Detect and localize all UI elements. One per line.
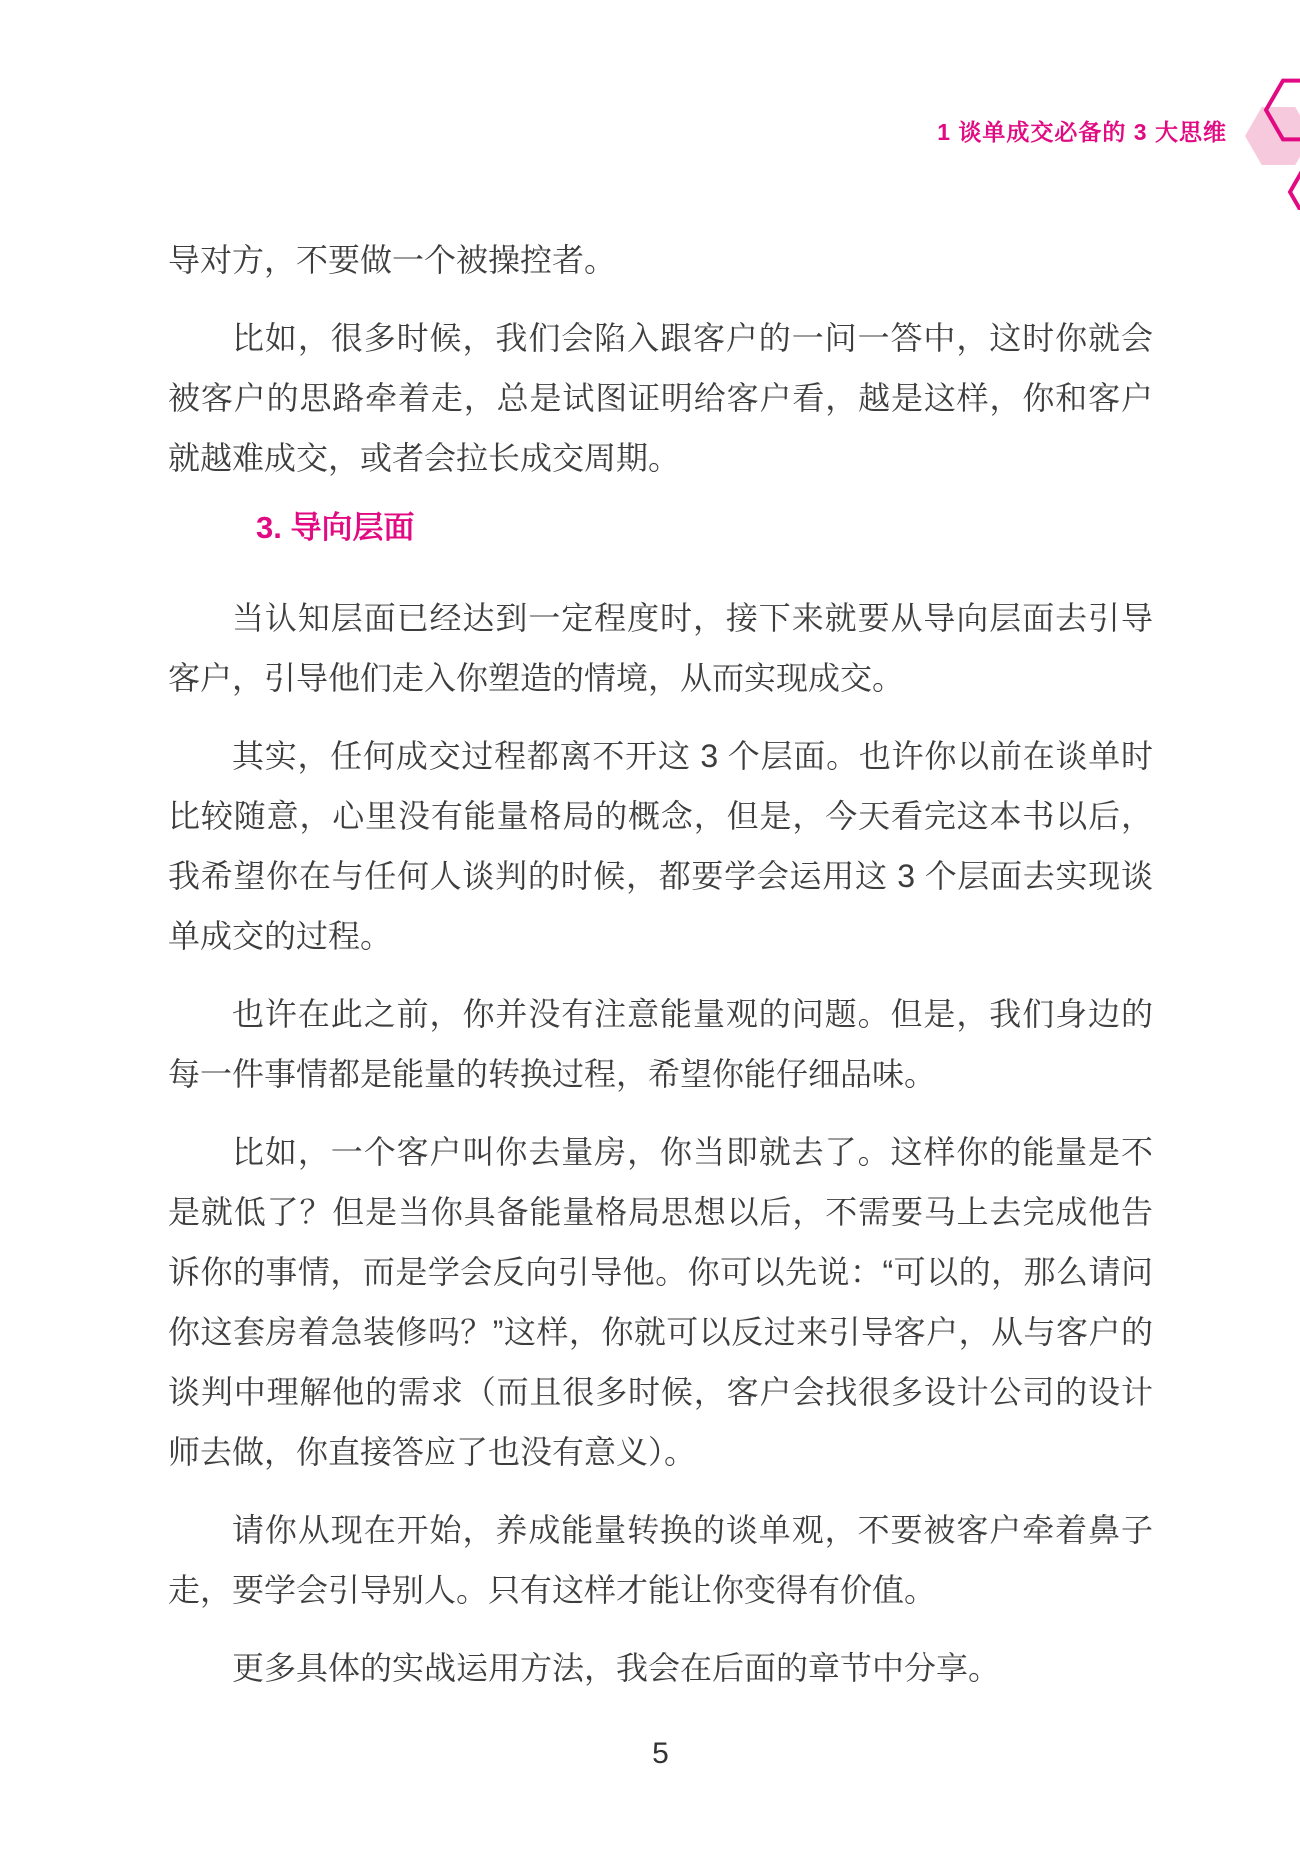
paragraph: 更多具体的实战运用方法，我会在后面的章节中分享。	[232, 1650, 1001, 1686]
paragraph: 比如，一个客户叫你去量房，你当即就去了。这样你的能量是不是就低了？但是当你具备能量格局思想以后，不需要马上去完成他告诉你的事情，而是学会反向引导他。你可以先说：“可以的，那么请问你这套房着急装修吗？”这样，你就可以反过来引导客户，从与客户的谈判中理解他的需求（而且很多时候，客户会找很多设计公司的设计师去做，你直接答应了也没有意义）。	[168, 1134, 1153, 1470]
paragraph: 请你从现在开始，养成能量转换的谈单观，不要被客户牵着鼻子走，要学会引导别人。只有这样才能让你变得有价值。	[168, 1512, 1153, 1608]
paragraph: 比如，很多时候，我们会陷入跟客户的一问一答中，这时你就会被客户的思路牵着走，总是试图证明给客户看，越是这样，你和客户就越难成交，或者会拉长成交周期。	[168, 320, 1153, 476]
paragraph: 导对方，不要做一个被操控者。	[168, 242, 617, 278]
running-head-chapter-label: 1 谈单成交必备的 3 大思维	[937, 119, 1227, 145]
hexagon-filled-shape	[1245, 107, 1300, 165]
paragraph: 当认知层面已经达到一定程度时，接下来就要从导向层面去引导客户，引导他们走入你塑造的情境，从而实现成交。	[168, 600, 1153, 696]
paragraph: 也许在此之前，你并没有注意能量观的问题。但是，我们身边的每一件事情都是能量的转换过程，希望你能仔细品味。	[168, 996, 1153, 1092]
page-footer	[168, 1736, 1153, 1772]
hexagon-decoration-icon	[1242, 62, 1300, 210]
page-number: 5	[652, 1737, 669, 1770]
hexagon-outline-bottom-shape	[1290, 161, 1300, 210]
page-content	[168, 230, 1153, 1716]
section-heading: 3. 导向层面	[256, 510, 415, 545]
paragraph: 其实，任何成交过程都离不开这 3 个层面。也许你以前在谈单时比较随意，心里没有能量格局的概念，但是，今天看完这本书以后，我希望你在与任何人谈判的时候，都要学会运用这 3 个层面去实现谈单成交的过程。	[168, 738, 1153, 954]
